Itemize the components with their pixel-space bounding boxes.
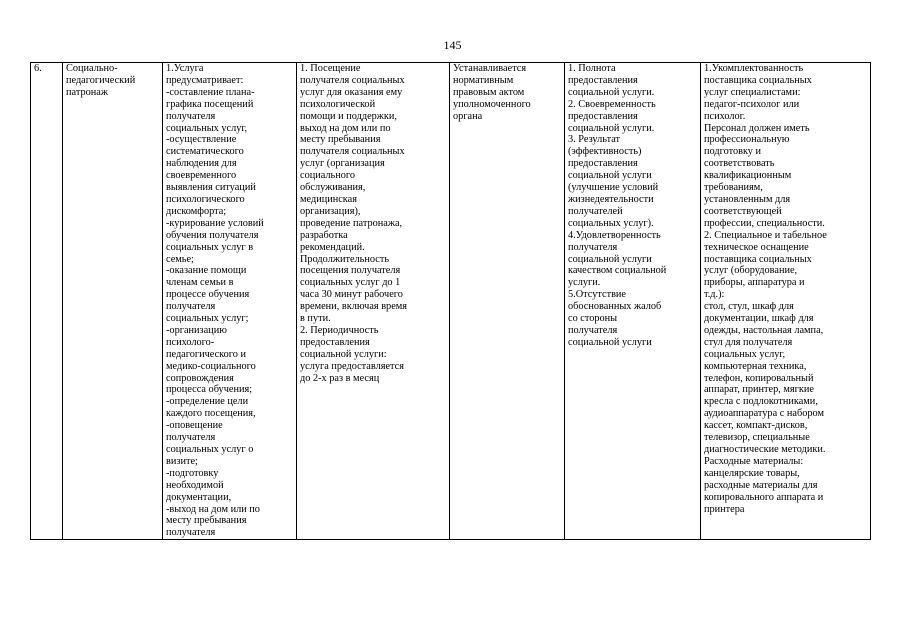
text-line: подготовку и xyxy=(704,146,762,158)
text-line: принтера xyxy=(704,503,745,515)
text-line: диагностические методики. xyxy=(704,444,826,455)
text-line: одежды, настольная лампа, xyxy=(704,324,824,336)
page-number: 145 xyxy=(443,38,462,52)
text-line: 1. Полнота xyxy=(568,63,616,74)
text-line: каждого посещения, xyxy=(166,408,256,420)
text-line: месту пребывания xyxy=(166,515,247,527)
text-line: обучения получателя xyxy=(166,229,259,241)
text-line: предоставления xyxy=(300,336,370,348)
text-line: -выход на дом или по xyxy=(166,503,260,515)
text-line: требованиям, xyxy=(704,182,763,194)
text-line: социальных услуг о xyxy=(166,444,254,455)
text-line: телевизор, специальные xyxy=(704,432,810,444)
text-line: социальных услуг). xyxy=(568,217,654,229)
text-line: социальной услуги: xyxy=(300,348,387,360)
text-line: органа xyxy=(453,110,483,122)
text-line: психологической xyxy=(300,98,376,110)
text-line: процессе обучения xyxy=(166,289,250,301)
text-line: получателя xyxy=(166,301,216,313)
text-line: получателя xyxy=(166,527,216,539)
text-line: расходные материалы для xyxy=(704,479,818,491)
text-line: со стороны xyxy=(568,313,618,325)
text-line: приборы, аппаратура и xyxy=(704,277,805,289)
text-line: документации, шкаф для xyxy=(704,313,814,325)
text-line: поставщика социальных xyxy=(704,253,812,265)
text-line: правовым актом xyxy=(453,86,525,98)
text-line: посещения получателя xyxy=(300,265,401,277)
text-line: социальной услуги xyxy=(568,336,652,348)
text-line: (эффективность) xyxy=(568,146,642,158)
text-line: патронаж xyxy=(66,86,108,98)
text-line: педагогический xyxy=(66,74,136,86)
text-line: наблюдения для xyxy=(166,158,237,170)
text-line: социальных услуг в xyxy=(166,241,254,253)
text-line: 2. Периодичность xyxy=(300,324,379,336)
text-line: услуг (организация xyxy=(300,158,385,170)
text-line: кресла с подлокотниками, xyxy=(704,396,818,408)
text-line: предоставления xyxy=(568,110,638,122)
text-line: Продолжительность xyxy=(300,253,390,265)
services-table xyxy=(30,62,871,540)
text-line: услуг (оборудование, xyxy=(704,265,798,277)
text-line: -оповещение xyxy=(166,420,223,432)
text-line: социальных услуг, xyxy=(704,348,786,360)
text-line: социальной услуги xyxy=(568,170,652,182)
text-line: 5.Отсутствие xyxy=(568,289,627,301)
text-line: педагогического и xyxy=(166,348,247,360)
text-line: -осуществление xyxy=(166,134,237,146)
text-line: Социально- xyxy=(66,63,118,74)
text-line: своевременного xyxy=(166,170,237,182)
text-line: психологического xyxy=(166,193,245,205)
text-line: предоставления xyxy=(568,74,638,86)
text-line: 1.Услуга xyxy=(166,63,204,74)
text-line: месту пребывания xyxy=(300,134,381,146)
text-line: соответствующей xyxy=(704,205,782,217)
text-line: обслуживания, xyxy=(300,182,366,194)
service-volume-cell xyxy=(297,63,450,540)
text-line: услуг специалистами: xyxy=(704,86,801,98)
text-line: -организацию xyxy=(166,324,227,336)
text-line: получателей xyxy=(568,205,623,217)
text-line: -подготовку xyxy=(166,467,219,479)
text-line: психолог. xyxy=(704,110,746,122)
text-line: квалификационным xyxy=(704,170,792,182)
text-line: в пути. xyxy=(300,313,331,325)
text-line: дискомфорта; xyxy=(166,205,227,217)
tariff-cell xyxy=(450,63,565,540)
text-line: организация), xyxy=(300,205,361,217)
text-line: графика посещений xyxy=(166,98,254,110)
text-line: компьютерная техника, xyxy=(704,360,807,372)
text-line: 1. Посещение xyxy=(300,63,361,74)
text-line: получателя xyxy=(166,432,216,444)
text-line: техническое оснащение xyxy=(704,241,809,253)
text-line: сопровождения xyxy=(166,372,234,384)
quality-indicators-cell xyxy=(565,63,701,540)
text-line: кассет, компакт-дисков, xyxy=(704,420,808,432)
text-line: систематического xyxy=(166,146,244,158)
text-line: стол, стул, шкаф для xyxy=(704,301,794,313)
text-line: (улучшение условий xyxy=(568,182,659,194)
text-line: аппарат, принтер, мягкие xyxy=(704,384,814,396)
conditions-cell xyxy=(701,63,871,540)
text-line: телефон, копировальный xyxy=(704,372,814,384)
text-line: копировального аппарата и xyxy=(704,491,824,503)
text-line: качеством социальной xyxy=(568,265,667,277)
text-line: проведение патронажа, xyxy=(300,217,403,229)
text-line: процесса обучения; xyxy=(166,384,253,396)
text-line: медицинская xyxy=(300,193,357,205)
text-line: получателя xyxy=(568,324,618,336)
text-line: 2. Своевременность xyxy=(568,98,656,110)
text-line: Расходные материалы: xyxy=(704,455,804,467)
text-line: социального xyxy=(300,170,356,182)
text-line: услуг для оказания ему xyxy=(300,86,403,98)
text-line: обоснованных жалоб xyxy=(568,301,662,313)
text-line: 4.Удовлетворенность xyxy=(568,229,661,241)
text-line: педагог-психолог или xyxy=(704,98,800,110)
text-line: получателя xyxy=(568,241,618,253)
text-line: Устанавливается xyxy=(453,63,527,74)
text-line: профессиональную xyxy=(704,134,790,146)
text-line: нормативным xyxy=(453,74,514,86)
text-line: установленным для xyxy=(704,193,791,205)
text-line: 2. Специальное и табельное xyxy=(704,229,827,241)
text-line: социальной услуги xyxy=(568,253,652,265)
text-line: социальных услуг; xyxy=(166,313,249,325)
text-line: 1.Укомплектованность xyxy=(704,63,804,74)
service-description-cell xyxy=(163,63,297,540)
text-line: -курирование условий xyxy=(166,217,264,229)
text-line: выявления ситуаций xyxy=(166,182,256,194)
text-line: стул для получателя xyxy=(704,336,793,348)
text-line: разработка xyxy=(300,229,348,241)
text-line: получателя xyxy=(166,110,216,122)
text-line: -составление плана- xyxy=(166,86,255,98)
text-line: часа 30 минут рабочего xyxy=(300,289,403,301)
service-name-cell xyxy=(63,63,163,540)
text-line: визите; xyxy=(166,455,198,467)
text-line: получателя социальных xyxy=(300,146,405,158)
text-line: помощи и поддержки, xyxy=(300,110,397,122)
text-line: необходимой xyxy=(166,479,224,491)
text-line: аудиоаппаратура с набором xyxy=(704,408,824,420)
text-line: т.д.): xyxy=(704,289,725,301)
text-line: социальной услуги. xyxy=(568,86,655,98)
text-line: семье; xyxy=(166,253,194,265)
table-row xyxy=(31,63,871,540)
text-line: соответствовать xyxy=(704,158,775,170)
text-line: времени, включая время xyxy=(300,301,408,313)
text-line: -определение цели xyxy=(166,396,249,408)
text-line: уполномоченного xyxy=(453,98,531,110)
text-line: получателя социальных xyxy=(300,74,405,86)
text-line: рекомендаций. xyxy=(300,241,365,253)
text-line: услуга предоставляется xyxy=(300,360,404,372)
text-line: поставщика социальных xyxy=(704,74,812,86)
row-number: 6. xyxy=(34,63,42,74)
text-line: предусматривает: xyxy=(166,74,244,86)
text-line: 3. Результат xyxy=(568,134,621,146)
text-line: услуги. xyxy=(568,277,601,289)
text-line: социальной услуги. xyxy=(568,122,655,134)
text-line: канцелярские товары, xyxy=(704,467,800,479)
text-line: до 2-х раз в месяц xyxy=(300,372,380,384)
text-line: медико-социального xyxy=(166,360,256,372)
text-line: социальных услуг до 1 xyxy=(300,277,401,289)
text-line: документации, xyxy=(166,491,232,503)
text-line: выход на дом или по xyxy=(300,122,391,134)
text-line: жизнедеятельности xyxy=(568,193,654,205)
row-number-cell xyxy=(31,63,63,540)
text-line: членам семьи в xyxy=(166,277,234,289)
text-line: предоставления xyxy=(568,158,638,170)
text-line: психолого- xyxy=(166,336,215,348)
text-line: Персонал должен иметь xyxy=(704,122,810,134)
text-line: социальных услуг, xyxy=(166,122,248,134)
text-line: профессии, специальности. xyxy=(704,217,825,229)
text-line: -оказание помощи xyxy=(166,265,247,277)
